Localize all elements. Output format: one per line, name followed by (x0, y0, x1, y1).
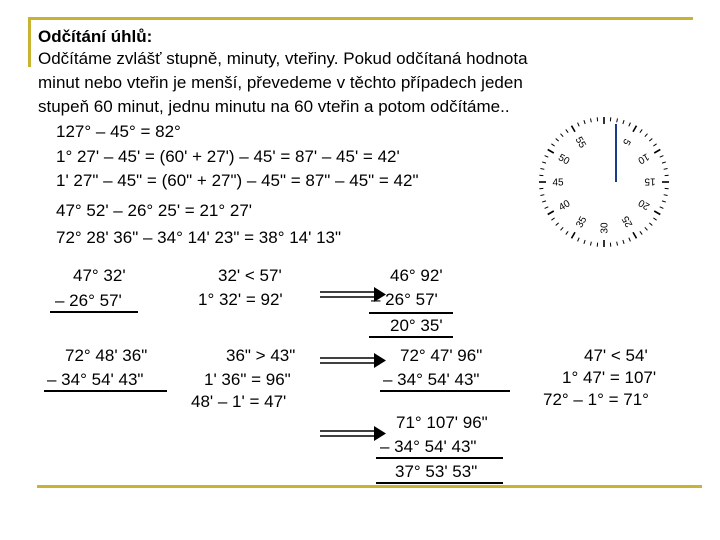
arrow-2-icon (318, 352, 388, 370)
dial-tick (572, 232, 576, 238)
dial-tick (590, 118, 591, 122)
col3-minuend-3: 71° 107' 96" (396, 413, 488, 432)
dial-labels (552, 135, 655, 233)
example-2: 1° 27' – 45' = (60' + 27') – 45' = 87' – 45' = 42' (56, 147, 400, 166)
col3-subtrahend-1: – 26° 57' (371, 290, 438, 309)
dial-tick (662, 201, 666, 202)
intro-line-3: stupeň 60 minut, jednu minutu na 60 vteřin a potom odčítáme.. (38, 97, 510, 116)
dial-tick (649, 139, 652, 142)
dial-tick (653, 144, 656, 146)
dial-tick (640, 231, 642, 234)
frame-top-rule (28, 17, 693, 20)
example-5: 72° 28' 36" – 34° 14' 23" = 38° 14' 13" (56, 228, 342, 247)
dial-tick (540, 195, 544, 196)
dial-tick (584, 120, 585, 124)
dial-tick (556, 223, 559, 226)
dial-tick (662, 162, 666, 163)
slide-title: Odčítání úhlů: (38, 27, 153, 46)
col3-minuend-1: 46° 92' (390, 266, 443, 285)
col3-result-1: 20° 35' (390, 316, 443, 335)
dial-label: 50 (556, 152, 572, 168)
dial-label: 55 (572, 135, 588, 151)
frame-left-rule (28, 17, 31, 67)
dial-tick (566, 129, 568, 132)
dial-tick (548, 150, 554, 154)
dial-label: 5 (619, 136, 633, 147)
dial-tick (629, 238, 631, 242)
col1-underline-2 (44, 390, 167, 392)
example-3: 1' 27" – 45" = (60" + 27") – 45" = 87" – 45" = 42" (56, 171, 419, 190)
dial-label: 40 (557, 198, 573, 214)
dial-tick (551, 218, 554, 220)
dial-label: 45 (552, 177, 564, 189)
dial-tick (640, 129, 642, 132)
dial-tick (590, 242, 591, 246)
dial-tick (645, 227, 648, 230)
dial-tick (578, 123, 580, 127)
col1-subtrahend-1: – 26° 57' (55, 291, 122, 310)
dial-tick (617, 118, 618, 122)
dial-tick (540, 168, 544, 169)
intro-line-2: minut nebo vteřin je menší, převedeme v těchto případech jeden (38, 73, 523, 92)
frame-bottom-rule (37, 485, 702, 488)
dial-tick (653, 218, 656, 220)
col3-underline-1 (369, 312, 453, 314)
col2-compare-1: 32' < 57' (218, 266, 282, 285)
col4-convert: 1° 47' = 107' (562, 368, 657, 387)
col3-result-3: 37° 53' 53" (395, 462, 478, 481)
dial-tick (542, 162, 546, 163)
dial-tick (645, 134, 648, 137)
dial-tick (548, 211, 554, 215)
dial-label: 10 (635, 150, 651, 166)
col3-subtrahend-2: – 34° 54' 43" (383, 370, 480, 389)
intro-line-1: Odčítáme zvlášť stupně, minuty, vteřiny. Pokud odčítaná hodnota (38, 49, 528, 68)
example-1: 127° – 45° = 82° (56, 122, 181, 141)
dial-tick (623, 120, 624, 124)
dial-label: 30 (599, 222, 611, 234)
col2-convert-2: 1' 36" = 96" (204, 370, 291, 389)
col3-subtrahend-3: – 34° 54' 43" (380, 437, 477, 456)
dial-tick (545, 156, 549, 158)
dial-tick (556, 139, 559, 142)
col3-underline-3b (376, 482, 503, 484)
dial-label: 35 (574, 214, 590, 230)
col2-compare-2: 36" > 43" (226, 346, 296, 365)
dial-tick (545, 207, 549, 209)
dial-label: 20 (636, 196, 652, 212)
dial-tick (561, 227, 564, 230)
dial-tick (578, 238, 580, 242)
dial-tick (654, 211, 660, 215)
col4-compare: 47' < 54' (584, 346, 648, 365)
col3-minuend-2: 72° 47' 96" (400, 346, 483, 365)
col1-minuend-2: 72° 48' 36" (65, 346, 148, 365)
dial-tick (572, 126, 576, 132)
col1-minuend-1: 47° 32' (73, 266, 126, 285)
col2-convert-1: 1° 32' = 92' (198, 290, 283, 309)
col1-underline-1 (50, 311, 138, 313)
col2-convert-3: 48' – 1' = 47' (191, 392, 287, 411)
clock-dial-icon (536, 114, 672, 250)
arrow-3-icon (318, 425, 388, 443)
dial-tick (633, 126, 637, 132)
dial-tick (584, 240, 585, 244)
dial-tick (660, 207, 664, 209)
col3-underline-3 (376, 457, 503, 459)
dial-tick (633, 232, 637, 238)
dial-tick (617, 242, 618, 246)
col4-degrees: 72° – 1° = 71° (543, 390, 649, 409)
dial-tick (660, 156, 664, 158)
dial-label: 25 (620, 213, 636, 229)
dial-tick (664, 195, 668, 196)
dial-tick (623, 240, 624, 244)
col3-underline-1b (369, 336, 453, 338)
dial-tick (654, 150, 660, 154)
dial-label: 15 (644, 175, 656, 187)
dial-tick (664, 168, 668, 169)
col3-underline-2 (380, 390, 510, 392)
dial-tick (566, 231, 568, 234)
col1-subtrahend-2: – 34° 54' 43" (47, 370, 144, 389)
dial-tick (551, 144, 554, 146)
dial-tick (649, 223, 652, 226)
example-4: 47° 52' – 26° 25' = 21° 27' (56, 201, 253, 220)
dial-tick (542, 201, 546, 202)
dial-tick (561, 134, 564, 137)
dial-tick (629, 123, 631, 127)
